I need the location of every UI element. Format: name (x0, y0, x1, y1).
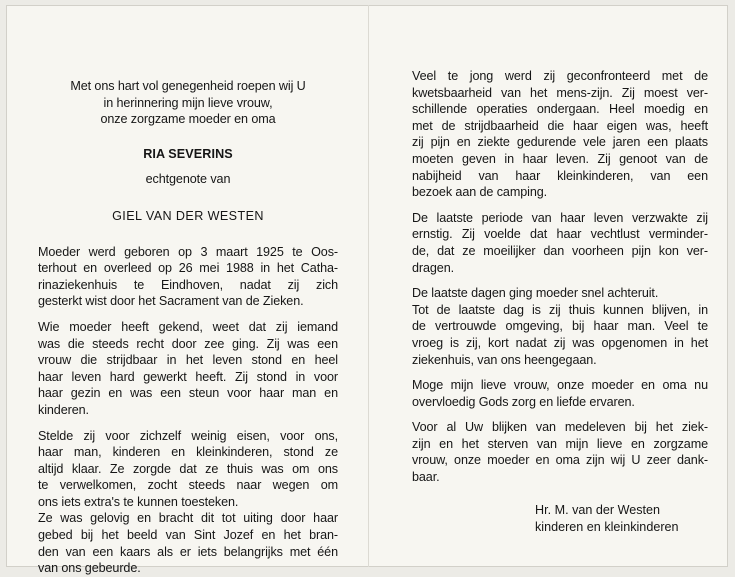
paragraph-prayer (412, 377, 708, 410)
text-line: nabijheid van haar kleinkinderen, van een (412, 168, 708, 183)
text-line: te verwelkomen, zocht steeds naar wegen om (38, 478, 338, 493)
text-line: dragen. (412, 260, 455, 275)
text-line: vrouw die strijdbaar in het leven stond en heel (38, 353, 338, 368)
paragraph-character (38, 319, 338, 419)
text-line: de vertrouwde omgeving, bij haar man. Veel te (412, 319, 708, 334)
text-line: ziekenhuis, van ons heengegaan. (412, 352, 597, 367)
text-line: met de strijdbaarheid die haar eigen was, heeft (412, 118, 708, 133)
paragraph-last-period (412, 210, 708, 276)
signature-line: Hr. M. van der Westen (535, 503, 661, 517)
signature-line: kinderen en kleinkinderen (535, 519, 679, 534)
text-line: rinaziekenhuis te Eindhoven, nadat zij zich (38, 277, 338, 292)
text-line: Veel te jong werd zij geconfronteerd met de (412, 69, 708, 83)
text-line: De laatste periode van haar leven verzwakte zij (412, 210, 708, 225)
paragraph-devotion (38, 428, 338, 577)
deceased-name: RIA SEVERINS (143, 146, 233, 161)
text-line: Wie moeder heeft gekend, weet dat zij iemand (38, 319, 338, 334)
signature-block (535, 502, 679, 535)
text-line: zijn en het sterven van mijn lieve en zorgzame (412, 436, 708, 451)
text-line: Stelde zij voor zichzelf weinig eisen, voor ons, (38, 428, 338, 443)
intro-line: onze zorgzame moeder en oma (100, 112, 276, 127)
text-line: gebed bij het beeld van Sint Jozef en het bran- (38, 528, 338, 543)
text-line: den van een kaars als er iets belangrijks met één (38, 544, 338, 559)
text-line: van ons gebeurde. (38, 561, 141, 576)
text-line: haar leven hard gewerkt heeft. Zij stond in voor (38, 369, 338, 384)
text-line: ernstig. Zij voelde dat haar vechtlust verminder- (412, 227, 708, 242)
left-page (38, 78, 338, 577)
spouse-label: echtgenote van (145, 172, 231, 187)
text-line: haar gezin en was een steun voor haar man en (38, 386, 338, 401)
text-line: gesterkt wist door het Sacrament van de Zieken. (38, 294, 304, 309)
text-line: vroeg is zij, kort nadat zij was opgenomen in het (412, 335, 708, 350)
text-line: Moge mijn lieve vrouw, onze moeder en oma nu (412, 378, 708, 393)
intro-line: in herinnering mijn lieve vrouw, (103, 95, 273, 110)
text-line: Ze was gelovig en bracht dit tot uiting door haar (38, 511, 338, 526)
card-fold-line (368, 5, 369, 567)
text-line: Voor al Uw blijken van medeleven bij het ziek- (412, 420, 708, 435)
text-line: ons iets extra's te kunnen toesteken. (38, 494, 239, 509)
paragraph-last-days (412, 285, 708, 368)
intro-line: Met ons hart vol genegenheid roepen wij U (70, 79, 306, 93)
right-page (412, 68, 708, 486)
text-line: overvloedig Gods zorg en liefde ervaren. (412, 394, 635, 409)
paragraph-illness (412, 68, 708, 201)
text-line: bezoek aan de camping. (412, 185, 548, 200)
text-line: moeten geven in haar leven. Zij genoot van de (412, 151, 708, 166)
text-line: terhout en overleed op 26 mei 1988 in het Catha- (38, 261, 338, 276)
text-line: zij pijn en ziekte gedurende vele jaren een plaats (412, 135, 708, 150)
text-line: schillende operaties ondergaan. Heel moedig en (412, 102, 708, 117)
text-line: kinderen. (38, 402, 89, 417)
paragraph-thanks (412, 419, 708, 485)
text-line: Tot de laatste dag is zij thuis kunnen blijven, in (412, 302, 708, 317)
text-line: de, dat ze moeilijker dan voorheen pijn kon ver- (412, 243, 708, 258)
text-line: baar. (412, 470, 440, 485)
text-line: was die steeds recht door zee ging. Zij was een (38, 336, 338, 351)
text-line: altijd klaar. Ze zorgde dat ze thuis was om ons (38, 461, 338, 476)
text-line: De laatste dagen ging moeder snel achteruit. (412, 286, 659, 301)
text-line: vrouw, onze moeder en oma zijn wij U zeer dank- (412, 453, 708, 468)
intro-text (38, 78, 338, 128)
text-line: haar man, kinderen en kleinkinderen, stond ze (38, 445, 338, 460)
text-line: Moeder werd geboren op 3 maart 1925 te Oos- (38, 244, 338, 259)
spouse-name: GIEL VAN DER WESTEN (112, 208, 264, 223)
paragraph-biography (38, 244, 338, 310)
text-line: kwetsbaarheid van het mens-zijn. Zij moest ver- (412, 85, 708, 100)
